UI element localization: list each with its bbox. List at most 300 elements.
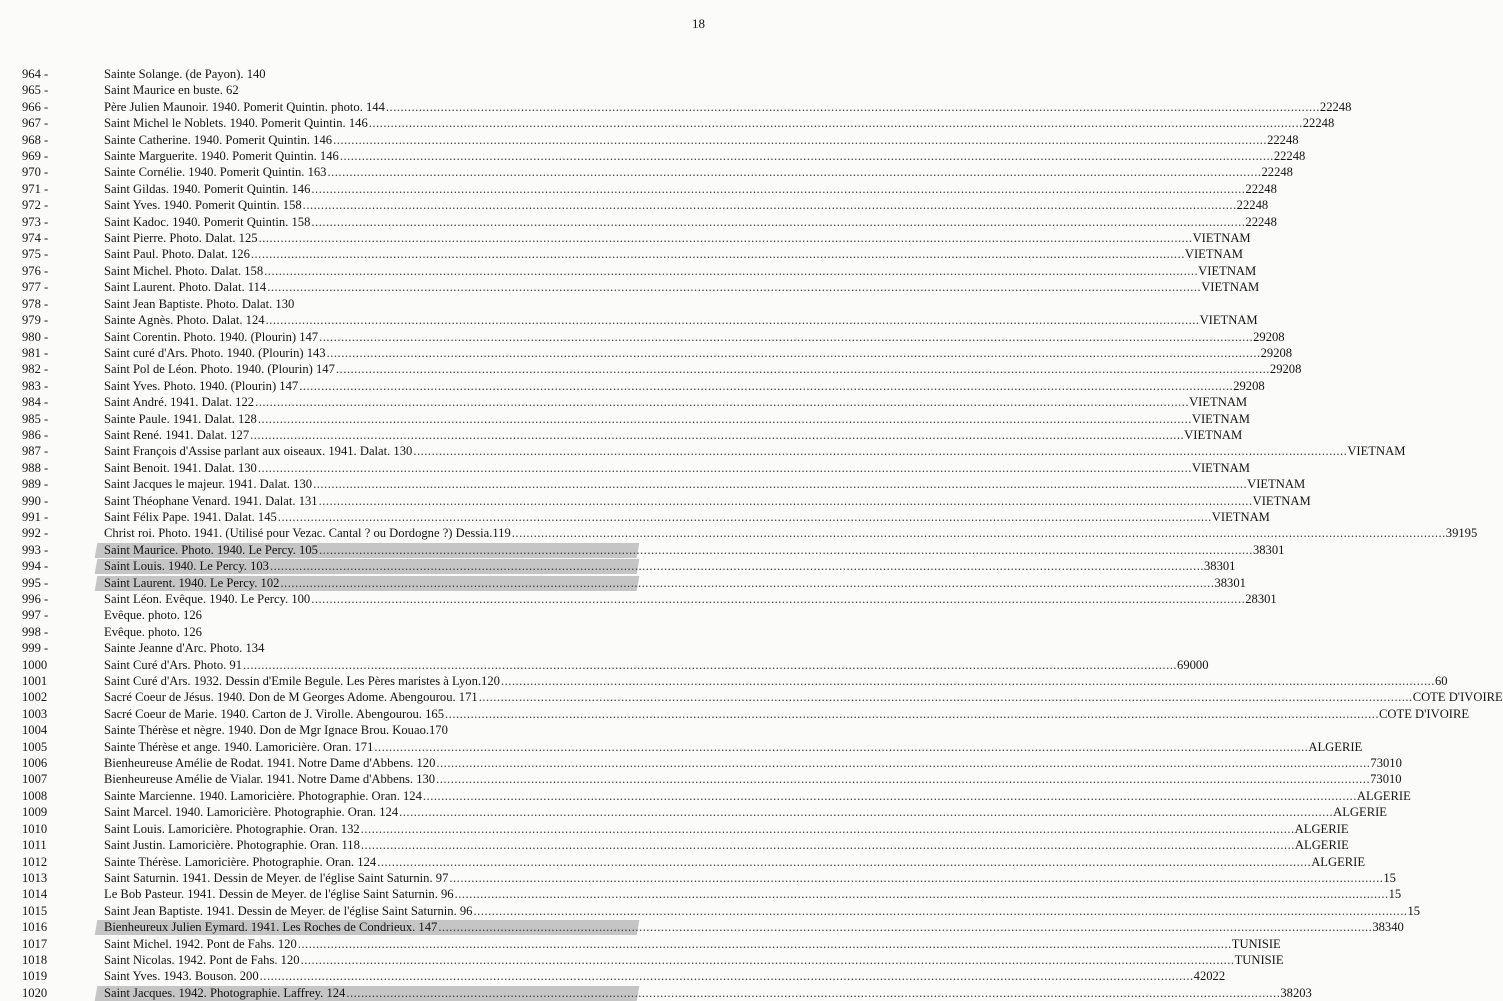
entry-description: Bienheureuse Amélie de Rodat. 1941. Notre Dame d'Abbens. 120	[104, 756, 436, 771]
entry-location-code: 22248	[1267, 132, 1299, 147]
entry-number: 1018	[22, 952, 48, 967]
entry-row	[0, 706, 1470, 722]
entry-location-code: COTE D'IVOIRE	[1412, 690, 1503, 705]
entry-description: Sainte Cornélie. 1940. Pomerit Quintin. 163	[104, 165, 327, 180]
entry-description: Sainte Thérèse et nègre. 1940. Don de Mgr Ignace Brou. Kouao.170	[104, 723, 448, 738]
entry-description: Sainte Marguerite. 1940. Pomerit Quintin. 146	[104, 149, 339, 164]
entry-line	[104, 575, 1246, 591]
entry-location-code: 22248	[1302, 116, 1335, 131]
entry-number: 966 -	[22, 99, 49, 114]
entry-line	[104, 115, 1335, 131]
entry-line	[104, 279, 1260, 295]
entry-line	[104, 66, 658, 82]
dot-leader	[501, 673, 1435, 689]
entry-row	[0, 197, 1269, 213]
entry-location-code: 22248	[1236, 198, 1269, 213]
highlighted-entry-row	[0, 542, 1285, 558]
entry-line	[104, 246, 1243, 262]
entry-description: Sainte Paule. 1941. Dalat. 128	[104, 411, 257, 426]
dot-leader	[260, 968, 1194, 984]
entry-location-code: 38203	[1280, 985, 1312, 1000]
entry-line	[104, 903, 1421, 919]
entry-description: Saint Laurent. 1940. Le Percy. 102	[104, 575, 280, 590]
dot-leader	[413, 443, 1347, 459]
entry-line	[104, 197, 1269, 213]
entry-number: 996 -	[22, 592, 49, 606]
entry-row	[0, 279, 1260, 295]
entry-line	[104, 164, 1293, 180]
entry-location-code: 73010	[1370, 772, 1402, 787]
entry-line	[104, 985, 1312, 1001]
entry-line	[104, 689, 1503, 705]
dot-leader	[255, 394, 1189, 410]
entry-row	[0, 788, 1411, 804]
entry-row	[0, 739, 1363, 755]
entry-description: Saint Michel le Noblets. 1940. Pomerit Quintin. 146	[104, 116, 368, 131]
entry-number: 976 -	[22, 263, 49, 278]
entry-location-code: VIETNAM	[1189, 395, 1248, 410]
entry-description: Sacré Coeur de Jésus. 1940. Don de M Georges Adome. Abengourou. 171	[104, 690, 478, 705]
dot-leader	[336, 361, 1270, 377]
entry-location-code: COTE D'IVOIRE	[1379, 706, 1470, 721]
entry-row	[0, 361, 1302, 377]
entry-description: Saint Michel. 1942. Pont de Fahs. 120	[104, 936, 297, 951]
entry-location-code: 22248	[1245, 181, 1277, 196]
entry-row	[0, 443, 1406, 459]
entry-row	[0, 624, 723, 640]
dot-leader	[377, 854, 1311, 870]
entry-description: Saint René. 1941. Dalat. 127	[104, 427, 250, 442]
entry-row	[0, 345, 1293, 361]
entry-number: 1004	[22, 723, 48, 738]
entry-line	[104, 476, 1306, 492]
entry-row	[0, 246, 1243, 262]
dot-leader	[436, 771, 1370, 787]
entry-number: 994 -	[22, 559, 49, 574]
entry-location-code: VIETNAM	[1247, 477, 1306, 492]
dot-leader	[399, 804, 1333, 820]
entry-description: Saint Léon. Evêque. 1940. Le Percy. 100	[104, 592, 311, 606]
entry-line	[104, 591, 1277, 607]
entry-description: Saint Jean Baptiste. 1941. Dessin de Meyer. de l'église Saint Saturnin. 96	[104, 903, 473, 918]
entry-line	[104, 493, 1311, 509]
entry-description: Saint Jean Baptiste. Photo. Dalat. 130	[104, 296, 295, 311]
dot-leader	[311, 214, 1245, 230]
entry-description: Sainte Jeanne d'Arc. Photo. 134	[104, 641, 265, 656]
entry-line	[104, 722, 658, 738]
entry-number: 982 -	[22, 362, 49, 377]
entry-location-code: 15	[1388, 887, 1402, 902]
entry-location-code: VIETNAM	[1198, 263, 1257, 278]
entry-description: Saint Corentin. Photo. 1940. (Plourin) 147	[104, 329, 319, 344]
entry-location-code: ALGERIE	[1333, 805, 1387, 820]
entry-description: Saint Louis. 1940. Le Percy. 103	[104, 559, 269, 574]
entry-description: Evêque. photo. 126	[104, 608, 202, 623]
entry-number: 1020	[22, 985, 48, 1000]
entry-row	[0, 82, 723, 98]
entry-row	[0, 722, 723, 738]
entry-row	[0, 952, 1284, 968]
entry-location-code: 29208	[1269, 362, 1302, 377]
entry-row	[0, 968, 1226, 984]
dot-leader	[333, 132, 1267, 148]
entry-line	[104, 525, 1478, 541]
entry-line	[104, 411, 1250, 427]
entry-location-code: 22248	[1319, 99, 1352, 114]
entry-row	[0, 493, 1311, 509]
dot-leader	[319, 542, 1253, 558]
entry-description: Christ roi. Photo. 1941. (Utilisé pour Vezac. Cantal ? ou Dordogne ?) Dessia.119	[104, 526, 511, 541]
entry-description: Saint Gildas. 1940. Pomerit Quintin. 146	[104, 181, 311, 196]
entry-description: Saint Pierre. Photo. Dalat. 125	[104, 231, 258, 246]
entry-number: 1002	[22, 690, 48, 705]
entry-description: Sainte Thérèse et ange. 1940. Lamoricière. Oran. 171	[104, 739, 374, 754]
entry-line	[104, 427, 1243, 443]
entry-line	[104, 673, 1448, 689]
dot-leader	[327, 164, 1261, 180]
entry-row	[0, 460, 1250, 476]
entry-description: Saint Michel. Photo. Dalat. 158	[104, 263, 264, 278]
entry-description: Sainte Solange. (de Payon). 140	[104, 67, 266, 81]
entry-number: 1000	[22, 657, 48, 672]
entry-number: 984 -	[22, 395, 49, 410]
dot-leader	[319, 329, 1253, 345]
entry-row	[0, 657, 1209, 673]
entry-line	[104, 739, 1363, 755]
entry-description: Père Julien Maunoir. 1940. Pomerit Quintin. photo. 144	[104, 99, 385, 114]
entry-description: Saint Paul. Photo. Dalat. 126	[104, 247, 250, 262]
entry-number: 989 -	[22, 477, 49, 492]
entry-line	[104, 788, 1411, 804]
entry-row	[0, 378, 1265, 394]
entry-number: 1013	[22, 870, 48, 885]
entry-line	[104, 82, 658, 98]
entry-number: 987 -	[22, 444, 49, 459]
dot-leader	[266, 312, 1200, 328]
entry-row	[0, 854, 1366, 870]
entry-location-code: 22248	[1273, 149, 1306, 164]
dot-leader	[301, 952, 1235, 968]
entry-line	[104, 804, 1387, 820]
dot-leader	[361, 821, 1295, 837]
entry-row	[0, 689, 1503, 705]
entry-line	[104, 378, 1265, 394]
entry-line	[104, 214, 1277, 230]
entry-description: Sainte Catherine. 1940. Pomerit Quintin. 146	[104, 132, 333, 147]
entry-row	[0, 230, 1251, 246]
catalog-entries	[0, 66, 1503, 1001]
entry-number: 986 -	[22, 427, 49, 442]
entry-line	[104, 230, 1251, 246]
entry-row	[0, 673, 1448, 689]
entry-description: Saint Curé d'Ars. Photo. 91	[104, 657, 243, 672]
entry-location-code: 60	[1434, 674, 1448, 689]
dot-leader	[445, 706, 1379, 722]
entry-row	[0, 755, 1402, 771]
entry-number: 974 -	[22, 231, 49, 246]
entry-location-code: 38340	[1372, 920, 1404, 935]
dot-leader	[298, 936, 1232, 952]
entry-number: 988 -	[22, 460, 49, 475]
dot-leader	[423, 788, 1357, 804]
entry-line	[104, 837, 1349, 853]
page-number: 18	[692, 16, 705, 31]
entry-description: Sainte Thérèse. Lamoricière. Photographie. Oran. 124	[104, 854, 377, 869]
entry-number: 971 -	[22, 181, 49, 196]
entry-location-code: 42022	[1193, 969, 1226, 984]
entry-line	[104, 952, 1284, 968]
entry-row	[0, 525, 1478, 541]
entry-row	[0, 427, 1243, 443]
entry-number: 1003	[22, 706, 48, 721]
entry-row	[0, 804, 1387, 820]
entry-location-code: VIETNAM	[1191, 460, 1250, 475]
entry-row	[0, 771, 1402, 787]
entry-description: Evêque. photo. 126	[104, 624, 202, 639]
entry-number: 1019	[22, 969, 48, 984]
dot-leader	[280, 575, 1214, 591]
entry-description: Saint Maurice. Photo. 1940. Le Percy. 105	[104, 542, 318, 557]
entry-number: 1015	[22, 903, 48, 918]
entry-description: Saint Yves. 1940. Pomerit Quintin. 158	[104, 198, 302, 213]
entry-number: 1008	[22, 788, 48, 803]
entry-number: 973 -	[22, 214, 49, 229]
entry-number: 1005	[22, 739, 48, 754]
entry-location-code: 28301	[1245, 592, 1277, 606]
entry-description: Saint Saturnin. 1941. Dessin de Meyer. de l'église Saint Saturnin. 97	[104, 870, 449, 885]
entry-line	[104, 706, 1470, 722]
dot-leader	[438, 919, 1372, 935]
entry-line	[104, 640, 658, 656]
entry-location-code: ALGERIE	[1294, 821, 1349, 836]
entry-line	[104, 312, 1258, 328]
entry-line	[104, 657, 1209, 673]
entry-number: 1016	[22, 920, 48, 935]
entry-description: Sainte Marcienne. 1940. Lamoricière. Photographie. Oran. 124	[104, 788, 422, 803]
dot-leader	[386, 99, 1320, 115]
entry-line	[104, 443, 1406, 459]
entry-number: 965 -	[22, 83, 49, 98]
entry-description: Saint Yves. Photo. 1940. (Plourin) 147	[104, 378, 299, 393]
highlighted-entry-row	[0, 558, 1236, 574]
entry-number: 995 -	[22, 575, 49, 590]
entry-number: 970 -	[22, 165, 49, 180]
entry-description: Saint Curé d'Ars. 1932. Dessin d'Emile Begule. Les Pères maristes à Lyon.120	[104, 674, 500, 689]
entry-row	[0, 214, 1277, 230]
entry-row	[0, 115, 1335, 131]
entry-description: Saint Jacques. 1942. Photographie. Laffrey. 124	[104, 985, 346, 1000]
dot-leader	[267, 279, 1201, 295]
entry-number: 999 -	[22, 641, 49, 656]
entry-line	[104, 394, 1248, 410]
entry-line	[104, 509, 1270, 525]
dot-leader	[313, 476, 1247, 492]
entry-row	[0, 329, 1285, 345]
entry-location-code: VIETNAM	[1184, 427, 1243, 442]
entry-location-code: VIETNAM	[1347, 444, 1406, 459]
entry-line	[104, 542, 1285, 558]
entry-description: Saint Pol de Léon. Photo. 1940. (Plourin) 147	[104, 362, 335, 377]
dot-leader	[251, 246, 1185, 262]
entry-row	[0, 509, 1270, 525]
entry-row	[0, 181, 1277, 197]
dot-leader	[299, 378, 1233, 394]
highlighted-entry-row	[0, 985, 1312, 1001]
entry-description: Sainte Agnès. Photo. Dalat. 124	[104, 313, 265, 328]
entry-row	[0, 886, 1402, 902]
entry-row	[0, 936, 1281, 952]
entry-line	[104, 99, 1352, 115]
entry-row	[0, 99, 1352, 115]
highlighted-entry-row	[0, 919, 1404, 935]
entry-description: Bienheureuse Amélie de Vialar. 1941. Notre Dame d'Abbens. 130	[104, 772, 436, 787]
entry-location-code: ALGERIE	[1294, 838, 1349, 853]
entry-number: 1014	[22, 887, 48, 902]
entry-row	[0, 312, 1258, 328]
entry-line	[104, 148, 1306, 164]
entry-row	[0, 394, 1248, 410]
entry-number: 972 -	[22, 198, 49, 213]
entry-number: 967 -	[22, 116, 49, 131]
entry-number: 979 -	[22, 313, 49, 328]
entry-number: 992 -	[22, 526, 49, 541]
entry-number: 991 -	[22, 509, 49, 524]
entry-description: Saint François d'Assise parlant aux oiseaux. 1941. Dalat. 130	[104, 444, 413, 459]
entry-line	[104, 607, 658, 623]
entry-number: 975 -	[22, 247, 49, 262]
entry-line	[104, 329, 1285, 345]
entry-line	[104, 936, 1281, 952]
entry-row	[0, 476, 1306, 492]
entry-row	[0, 607, 723, 623]
dot-leader	[258, 460, 1192, 476]
entry-row	[0, 164, 1293, 180]
entry-location-code: 69000	[1177, 657, 1209, 672]
entry-row	[0, 148, 1306, 164]
entry-number: 969 -	[22, 149, 49, 164]
dot-leader	[361, 837, 1295, 853]
entry-row	[0, 837, 1349, 853]
entry-number: 1009	[22, 805, 48, 820]
entry-row	[0, 821, 1349, 837]
entry-location-code: VIETNAM	[1199, 313, 1258, 328]
entry-description: Saint curé d'Ars. Photo. 1940. (Plourin) 143	[104, 345, 326, 360]
entry-description: Saint Louis. Lamoricière. Photographie. Oran. 132	[104, 821, 360, 836]
entry-description: Saint Yves. 1943. Bouson. 200	[104, 969, 259, 984]
entry-line	[104, 181, 1277, 197]
entry-location-code: 22248	[1245, 214, 1277, 229]
dot-leader	[243, 657, 1177, 673]
entry-description: Saint Théophane Venard. 1941. Dalat. 131	[104, 493, 318, 508]
entry-location-code: 29208	[1233, 378, 1265, 393]
entry-description: Saint Maurice en buste. 62	[104, 83, 239, 98]
entry-row	[0, 870, 1396, 886]
entry-number: 1017	[22, 936, 48, 951]
highlighted-entry-row	[0, 575, 1246, 591]
entry-description: Saint Benoit. 1941. Dalat. 130	[104, 460, 257, 475]
entry-location-code: VIETNAM	[1211, 509, 1270, 524]
entry-line	[104, 870, 1396, 886]
entry-line	[104, 771, 1402, 787]
entry-line	[104, 296, 658, 312]
entry-location-code: 15	[1407, 903, 1421, 918]
dot-leader	[264, 263, 1198, 279]
entry-description: Saint Marcel. 1940. Lamoricière. Photographie. Oran. 124	[104, 805, 399, 820]
entry-number: 1007	[22, 772, 48, 787]
entry-row	[0, 296, 723, 312]
entry-number: 983 -	[22, 378, 49, 393]
dot-leader	[449, 870, 1383, 886]
entry-line	[104, 755, 1402, 771]
entry-row	[0, 66, 723, 82]
dot-leader	[455, 886, 1389, 902]
entry-number: 1006	[22, 756, 48, 771]
entry-location-code: 39195	[1445, 526, 1478, 541]
dot-leader	[473, 903, 1407, 919]
entry-number: 985 -	[22, 411, 49, 426]
entry-location-code: ALGERIE	[1308, 739, 1363, 754]
entry-location-code: 38301	[1214, 575, 1246, 590]
entry-row	[0, 263, 1257, 279]
entry-row	[0, 132, 1299, 148]
dot-leader	[270, 558, 1204, 574]
dot-leader	[340, 148, 1274, 164]
entry-line	[104, 624, 658, 640]
entry-number: 1001	[22, 674, 48, 689]
entry-number: 978 -	[22, 296, 49, 311]
dot-leader	[327, 345, 1261, 361]
dot-leader	[311, 181, 1245, 197]
entry-location-code: VIETNAM	[1252, 493, 1311, 508]
entry-line	[104, 460, 1250, 476]
entry-line	[104, 558, 1236, 574]
entry-number: 981 -	[22, 345, 49, 360]
entry-line	[104, 919, 1404, 935]
entry-location-code: VIETNAM	[1184, 247, 1243, 262]
entry-description: Saint Kadoc. 1940. Pomerit Quintin. 158	[104, 214, 311, 229]
dot-leader	[311, 591, 1245, 607]
entry-description: Saint Laurent. Photo. Dalat. 114	[104, 280, 267, 295]
entry-location-code: ALGERIE	[1356, 788, 1411, 803]
dot-leader	[250, 427, 1184, 443]
dot-leader	[258, 411, 1192, 427]
entry-line	[104, 968, 1226, 984]
entry-row	[0, 411, 1250, 427]
entry-number: 977 -	[22, 280, 49, 295]
entry-number: 993 -	[22, 542, 49, 557]
entry-number: 964 -	[22, 67, 49, 81]
entry-row	[0, 591, 1277, 607]
entry-number: 1010	[22, 821, 48, 836]
entry-location-code: 29208	[1260, 345, 1293, 360]
entry-description: Bienheureux Julien Eymard. 1941. Les Roches de Condrieux. 147	[104, 920, 438, 935]
entry-number: 968 -	[22, 132, 49, 147]
entry-description: Saint André. 1941. Dalat. 122	[104, 395, 255, 410]
entry-line	[104, 361, 1302, 377]
dot-leader	[369, 115, 1303, 131]
entry-location-code: 73010	[1370, 756, 1402, 771]
entry-location-code: TUNISIE	[1231, 936, 1281, 951]
dot-leader	[319, 493, 1253, 509]
entry-description: Sacré Coeur de Marie. 1940. Carton de J. Virolle. Abengourou. 165	[104, 706, 445, 721]
entry-line	[104, 345, 1293, 361]
dot-leader	[374, 739, 1308, 755]
entry-number: 1011	[22, 838, 47, 853]
dot-leader	[278, 509, 1212, 525]
entry-location-code: ALGERIE	[1311, 854, 1366, 869]
entry-line	[104, 886, 1402, 902]
entry-number: 990 -	[22, 493, 49, 508]
